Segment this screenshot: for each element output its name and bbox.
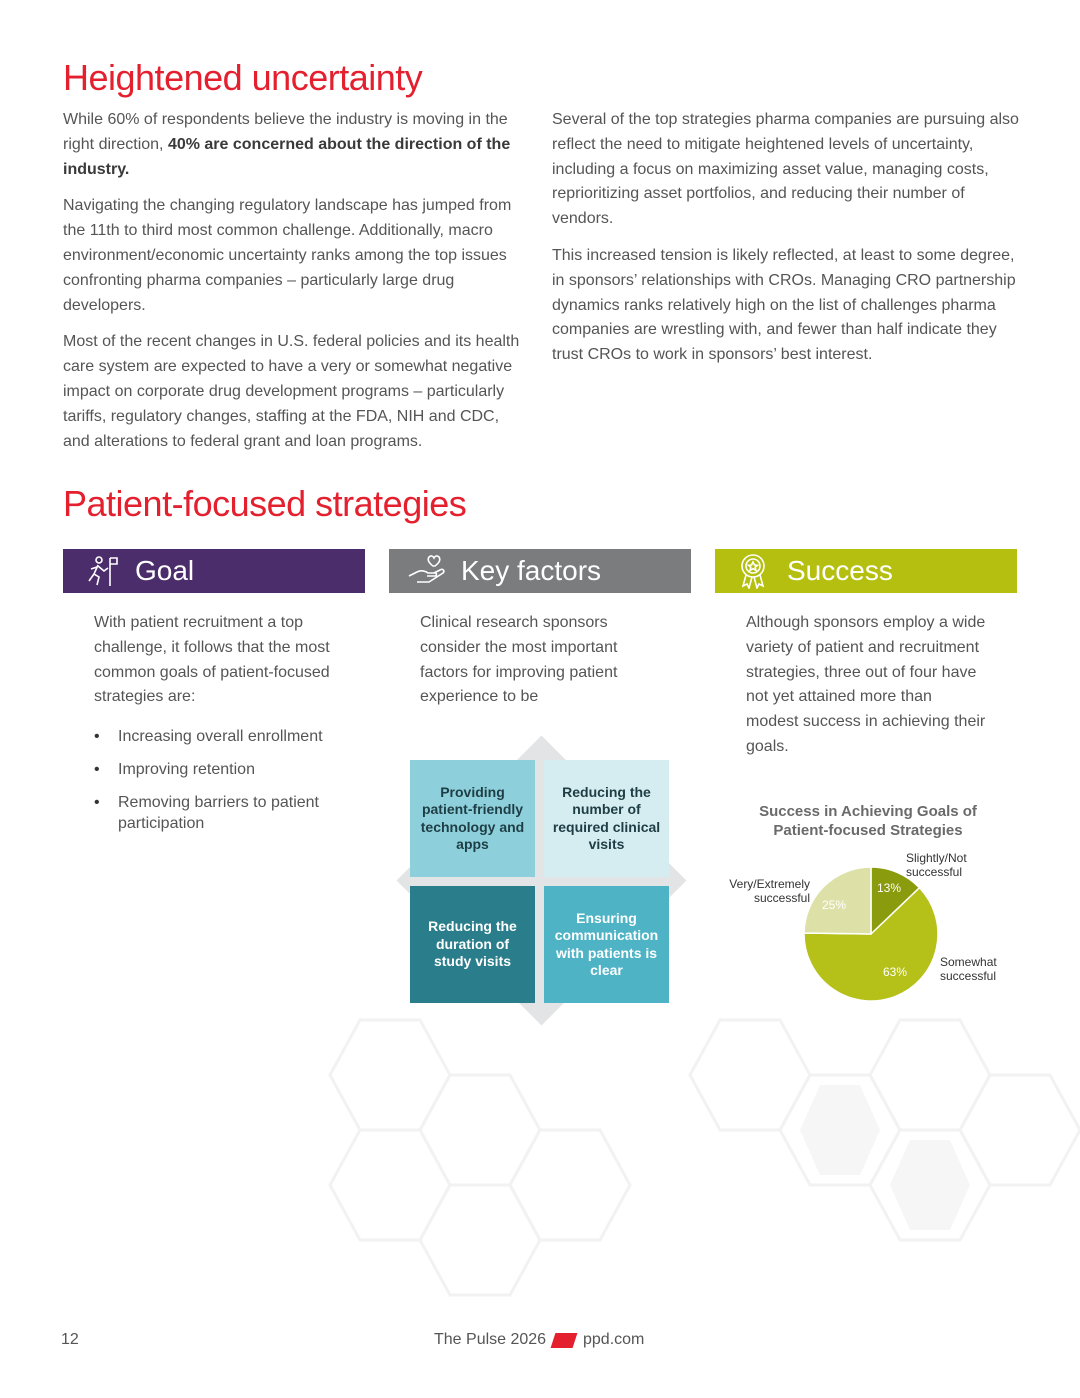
key-factor-quadrant: Reducing the duration of study visits (410, 886, 535, 1003)
hexagon-watermark (300, 1000, 1080, 1300)
key-factors-header-label: Key factors (461, 555, 602, 586)
paragraph: This increased tension is likely reflected, at least to some degree, in sponsors’ relationships with CROs. Managing CRO partnership dynamics ranks relatively high on the list of challenges pharma companies are wrestling with, and fewer than half indicate they trust CROs to work in sponsors’ best interest. (552, 246, 1016, 364)
slice-legend-label: Slightly/Not successful (906, 851, 967, 879)
goal-header-label: Goal (135, 555, 195, 586)
list-item: • Removing barriers to patient participation (94, 794, 319, 832)
success-header (715, 549, 1017, 593)
paragraph: While 60% of respondents believe the industry is moving in the right direction, 40% are concerned about the direction of the industry. (63, 111, 511, 178)
footer-publication: The Pulse 2026 (434, 1331, 547, 1348)
chart-title: Success in Achieving Goals of Patient-focused Strategies (759, 803, 977, 839)
key-factor-quadrant: Reducing the number of required clinical visits (544, 760, 669, 877)
slice-value-label: 25% (821, 898, 847, 912)
success-header-label: Success (787, 555, 893, 586)
slice-legend-label: Somewhat successful (940, 955, 997, 983)
key-factor-quadrant: Providing patient-friendly technology and apps (410, 760, 535, 877)
goal-header (63, 549, 365, 593)
paragraph: Navigating the changing regulatory landscape has jumped from the 11th to third most common challenge. Additionally, macro environment/economic uncertainty ranks among the top issues confronting pharma companies – particularly large drug developers. (63, 197, 512, 314)
goal-intro: With patient recruitment a top challenge, it follows that the most common goals of patient-focused strategies are: (94, 614, 330, 706)
goal-list (94, 726, 354, 846)
right-column (552, 108, 1022, 380)
award-ribbon-icon (733, 551, 773, 591)
paragraph: Several of the top strategies pharma companies are pursuing also reflect the need to mitigate heightened levels of uncertainty, including a focus on maximizing asset value, managing costs, reprioritizing asset portfolios, and reducing their number of vendors. (552, 111, 1019, 228)
list-item: • Increasing overall enrollment (94, 728, 323, 745)
ppd-logo-mark-icon (551, 1333, 578, 1348)
paragraph: Most of the recent changes in U.S. federal policies and its health care system are expected to have a very or somewhat negative impact on corporate drug development programs – particularly tariffs, regulatory changes, staffing at the FDA, NIH and CDC, and alterations to federal grant and loan programs. (63, 333, 520, 450)
section-title-heightened-uncertainty: Heightened uncertainty (63, 57, 423, 98)
success-intro: Although sponsors employ a wide variety of patient and recruitment strategies, three out of four have not yet attained more than modest success in achieving their goals. (746, 614, 986, 755)
slice-legend-label: Very/Extremely successful (729, 877, 810, 905)
section-title-patient-focused-strategies: Patient-focused strategies (63, 483, 467, 524)
slice-value-label: 13% (876, 881, 902, 895)
runner-finish-icon (81, 551, 121, 591)
left-column (63, 108, 525, 466)
footer-site: ppd.com (583, 1331, 645, 1348)
list-item: • Improving retention (94, 761, 255, 778)
slice-value-label: 63% (882, 965, 908, 979)
key-factor-quadrant: Ensuring communication with patients is clear (544, 886, 669, 1003)
hand-heart-icon (407, 551, 447, 591)
key-factors-intro: Clinical research sponsors consider the most important factors for improving patient experience to be (420, 614, 618, 706)
key-factors-header (389, 549, 691, 593)
page-number: 12 (61, 1331, 79, 1348)
